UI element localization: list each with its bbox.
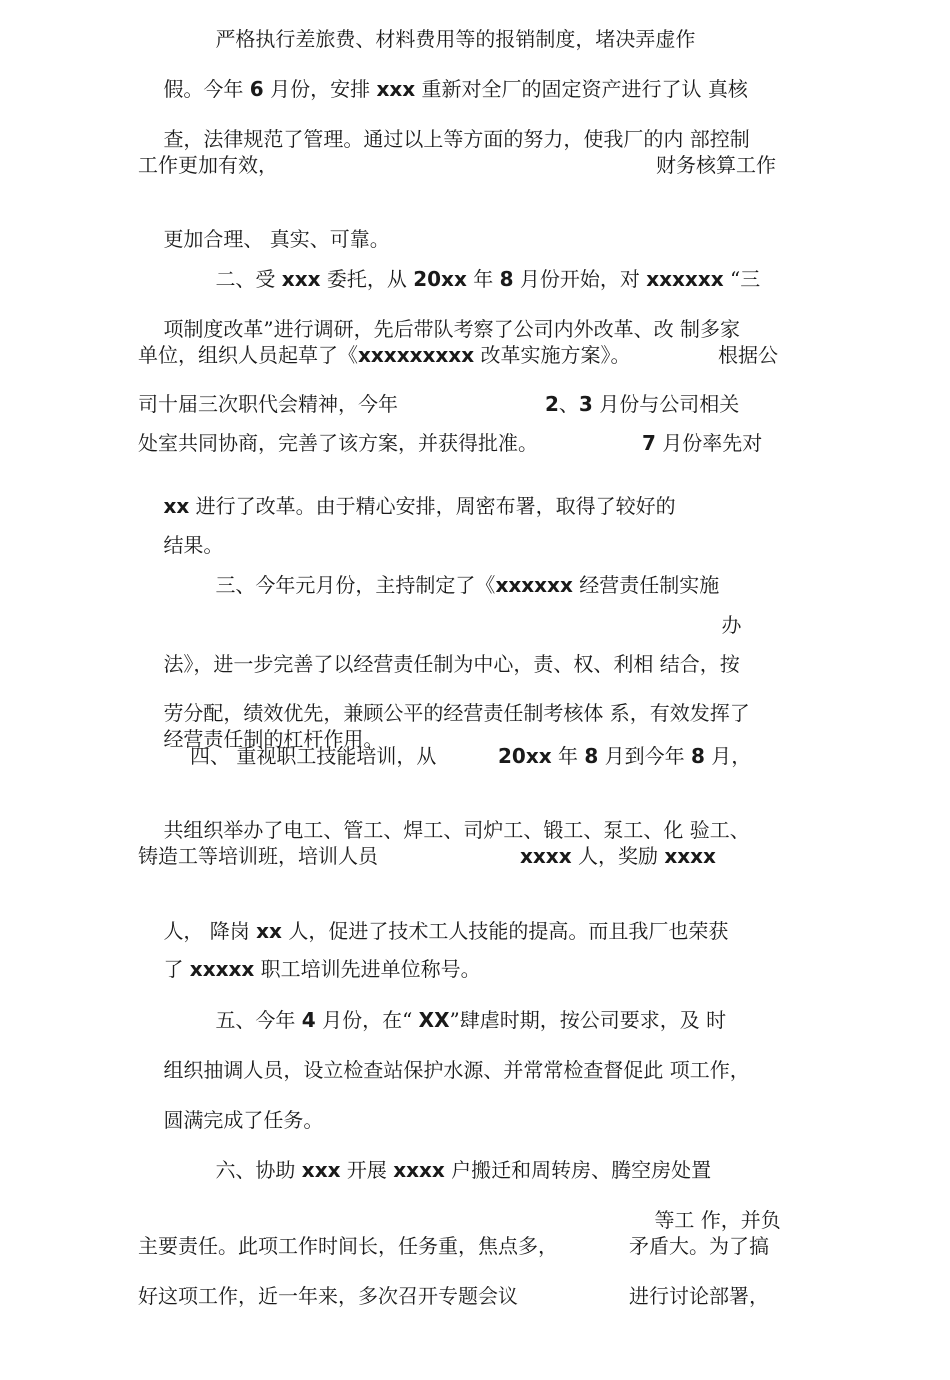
text-run: 月到今年 <box>598 744 691 768</box>
text-run: 了 <box>163 957 190 981</box>
text-run-group <box>642 431 762 455</box>
text-run: 查，法律规范了管理。通过以上等方面的努力，使我厂的内 部控制 <box>163 127 750 151</box>
text-run: 劳分配，绩效优先，兼顾公平的经营责任制考核体 系，有效发挥了 <box>163 701 750 725</box>
bold-number: 8 <box>691 744 705 768</box>
text-run: 月， <box>704 744 752 768</box>
text-run: ”肆虐时期，按公司要求，及 时 <box>449 1008 727 1032</box>
text-run: 假。今年 <box>163 77 250 101</box>
bold-placeholder: xxxx <box>520 844 572 868</box>
text-run: 五、今年 <box>215 1008 302 1032</box>
text-run: 法》，进一步完善了以经营责任制为中心，责、权、利相 结合，按 <box>163 652 740 676</box>
text-line <box>190 549 719 621</box>
text-run: 单位，组织人员起草了《 <box>138 343 358 367</box>
bold-placeholder: xxxxx <box>189 957 255 981</box>
bold-number: 4 <box>301 1008 316 1032</box>
bold-number: 6 <box>249 77 264 101</box>
bold-placeholder: xxxx <box>393 1158 445 1182</box>
text-run: 圆满完成了任务。 <box>163 1108 324 1132</box>
text-run: 月份，安排 <box>263 77 377 101</box>
text-run: 好这项工作，近一年来，多次召开专题会议 <box>138 1284 518 1308</box>
text-run: 经营责任制实施 <box>572 573 720 597</box>
text-run: 司十届三次职代会精神，今年 <box>138 392 398 416</box>
text-run: 重新对全厂的固定资产进行了认 真核 <box>415 77 748 101</box>
text-run: 严格执行差旅费、材料费用等的报销制度，堵决弄虚作 <box>215 27 696 51</box>
text-run: 人，促进了技术工人技能的提高。而且我厂也荣获 <box>281 919 729 943</box>
text-run: 进行讨论部署， <box>629 1284 769 1308</box>
text-run: 月份开始，对 <box>513 267 647 291</box>
text-run: 年 <box>466 267 500 291</box>
text-run: 、 <box>558 392 579 416</box>
text-run: 组织抽调人员，设立检查站保护水源、并常常检查督促此 项工作， <box>163 1058 750 1082</box>
text-run: 人，奖励 <box>571 844 665 868</box>
text-run: 进行了改革。由于精心安排，周密布署，取得了较好的 <box>189 494 676 518</box>
text-run-group <box>138 343 630 367</box>
text-run: 月份率先对 <box>655 431 763 455</box>
bold-number: 3 <box>578 392 593 416</box>
text-run: “三 <box>723 267 761 291</box>
bold-placeholder: xxxxxx <box>646 267 724 291</box>
bold-placeholder: xxx <box>301 1158 341 1182</box>
text-run: 月份，在“ <box>315 1008 419 1032</box>
bold-placeholder: XX <box>418 1008 450 1032</box>
bold-number: 7 <box>642 431 656 455</box>
text-run: 四、 重视职工技能培训，从 <box>190 744 437 768</box>
text-run: 改革实施方案》。 <box>474 343 631 367</box>
text-run: 月份与公司相关 <box>592 392 740 416</box>
text-run: 户搬迁和周转房、腾空房处置 <box>444 1158 712 1182</box>
text-run: 等工 作，并负 <box>654 1208 781 1232</box>
text-run: 根据公 <box>718 343 778 367</box>
text-line <box>138 1284 798 1380</box>
text-run: 项制度改革”进行调研，先后带队考察了公司内外改革、改 制多家 <box>163 317 741 341</box>
text-run: 主要责任。此项工作时间长，任务重，焦点多， <box>138 1234 558 1258</box>
text-run: 财务核算工作 <box>656 153 776 177</box>
bold-placeholder: xxx <box>281 267 321 291</box>
text-run: 年 <box>551 744 585 768</box>
bold-number: 20xx <box>498 744 552 768</box>
text-run-group <box>498 744 751 768</box>
text-run: 办 <box>721 613 742 637</box>
text-run: 矛盾大。为了搞 <box>629 1234 769 1258</box>
text-run-group <box>545 392 739 416</box>
text-run: 铸造工等培训班，培训人员 <box>138 844 378 868</box>
bold-placeholder: xxx <box>376 77 416 101</box>
text-run: 职工培训先进单位称号。 <box>254 957 481 981</box>
text-run: 共组织举办了电工、管工、焊工、司炉工、锻工、泵工、化 验工、 <box>163 818 750 842</box>
text-run-group <box>520 844 716 868</box>
text-run: 结果。 <box>163 533 224 557</box>
bold-number: 8 <box>584 744 599 768</box>
text-run: 六、协助 <box>215 1158 302 1182</box>
bold-number: 8 <box>499 267 514 291</box>
text-run: 更加合理、 真实、可靠。 <box>163 227 390 251</box>
text-run: 二、受 <box>215 267 282 291</box>
bold-placeholder: xxxx <box>664 844 716 868</box>
text-run: 人， 降岗 <box>163 919 257 943</box>
text-run: 工作更加有效， <box>138 153 278 177</box>
text-run: 经营责任制的杠杆作用。 <box>163 727 384 751</box>
text-run: 处室共同协商，完善了该方案，并获得批准。 <box>138 431 538 455</box>
text-run: 开展 <box>340 1158 394 1182</box>
bold-placeholder: xx <box>163 494 190 518</box>
bold-placeholder: xxxxxx <box>495 573 573 597</box>
bold-placeholder: xxxxxxxxx <box>358 343 475 367</box>
bold-placeholder: xx <box>256 919 282 943</box>
bold-number: 20xx <box>413 267 467 291</box>
text-run: 三、今年元月份，主持制定了《 <box>215 573 496 597</box>
text-run: 委托，从 <box>320 267 414 291</box>
bold-number: 2 <box>545 392 559 416</box>
